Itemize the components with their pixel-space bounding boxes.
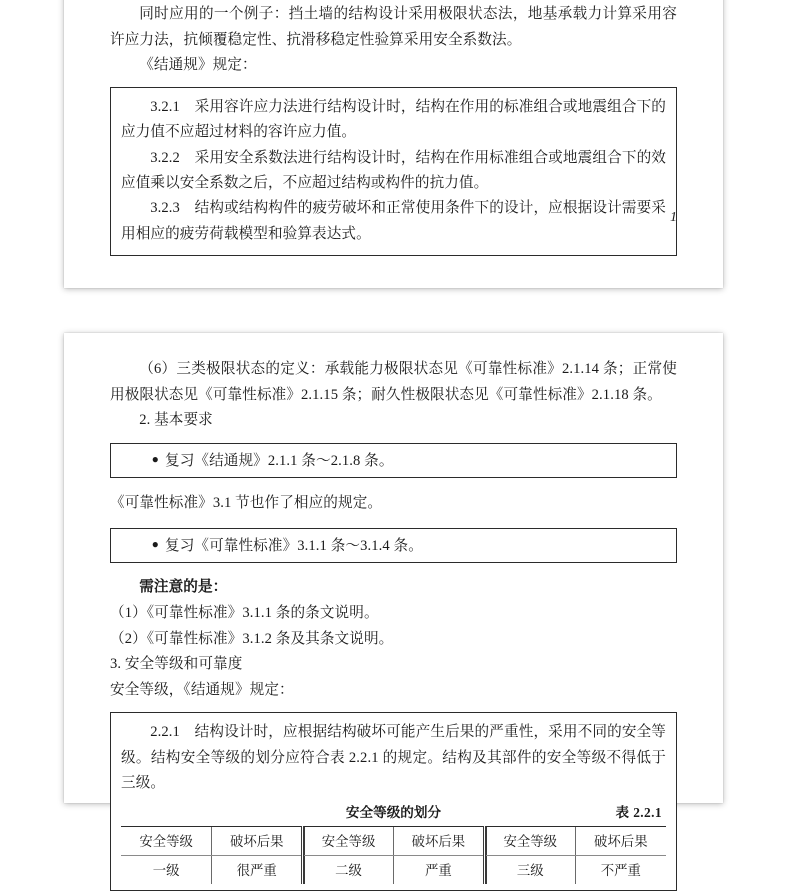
table-title: 安全等级的划分 (345, 804, 442, 820)
table-cell: 不严重 (575, 855, 666, 884)
clause-3-2-3: 3.2.3 结构或结构构件的疲劳破坏和正常使用条件下的设计，应根据设计需要采用相应的疲劳荷载模型和验算表达式。 (121, 200, 666, 242)
document-page-1 (64, 0, 723, 288)
table-cell: 三级 (484, 855, 575, 884)
reliability-standard-note: 《可靠性标准》3.1 节也作了相应的规定。 (110, 494, 383, 511)
table-number: 表 2.2.1 (615, 804, 662, 820)
bullet-item-1 (121, 447, 666, 473)
bullet-item-1-label: 复习《结通规》2.1.1 条～2.1.8 条。 (165, 452, 394, 469)
limit-state-definition-paragraph: （6）三类极限状态的定义：承载能力极限状态见《可靠性标准》2.1.14 条；正常使用极限状态见《可靠性标准》2.1.15 条；耐久性极限状态见《可靠性标准》2.1.18 条。 (110, 361, 677, 403)
note-item-2: （2）《可靠性标准》3.1.2 条及其条文说明。 (110, 630, 394, 647)
table-header-cell: 破坏后果 (212, 826, 303, 855)
table-cell: 严重 (393, 855, 484, 884)
clause-2-2-1: 2.2.1 结构设计时，应根据结构破坏可能产生后果的严重性，采用不同的安全等级。结构安全等级的划分应符合表 2.2.1 的规定。结构及其部件的安全等级不得低于三级。 (121, 724, 666, 792)
table-header-cell: 破坏后果 (393, 826, 484, 855)
framed-clause-box-321 (110, 87, 677, 256)
note-item-1: （1）《可靠性标准》3.1.1 条的条文说明。 (110, 604, 379, 621)
table-cell: 一级 (152, 862, 180, 878)
bullet-box-review-kekaoxing (110, 528, 677, 563)
clause-3-2-2: 3.2.2 采用安全系数法进行结构设计时，结构在作用标准组合或地震组合下的效应值乘以安全系数之后，不应超过结构或构件的抗力值。 (121, 149, 666, 191)
bullet-box-review-jietonggui (110, 443, 677, 478)
safety-grade-intro: 安全等级，《结通规》规定： (110, 681, 294, 698)
bullet-item-2-label: 复习《可靠性标准》3.1.1 条～3.1.4 条。 (165, 538, 423, 555)
table-header-cell: 安全等级 (303, 826, 394, 855)
document-page-2 (64, 333, 723, 878)
clause-3-2-1: 3.2.1 采用容许应力法进行结构设计时，结构在作用的标准组合或地震组合下的应力值不应超过材料的容许应力值。 (121, 98, 666, 141)
bullet-icon: ● (151, 451, 160, 466)
bullet-item-2 (121, 532, 666, 558)
table-caption-row (121, 797, 666, 826)
table-cell: 二级 (303, 855, 394, 884)
table-header-cell: 安全等级 (121, 826, 212, 855)
heading-please-note: 需注意的是： (139, 579, 228, 596)
table-cell: 很严重 (212, 855, 303, 884)
heading-basic-requirements: 2. 基本要求 (139, 412, 213, 429)
bullet-icon: ● (151, 537, 160, 552)
table-header-cell: 破坏后果 (575, 826, 666, 855)
page-1-paragraph-2: 《结通规》规定： (139, 57, 257, 74)
table-row (121, 855, 666, 884)
page-1-body (64, 0, 723, 288)
table-header-row (121, 826, 666, 855)
safety-grade-table (121, 826, 666, 884)
page-1-paragraph-1: 同时应用的一个例子：挡土墙的结构设计采用极限状态法，地基承载力计算采用容许应力法，抗倾覆稳定性、抗滑移稳定性验算采用安全系数法。 (110, 6, 677, 48)
page-number: 1 (670, 210, 677, 225)
heading-safety-grade: 3. 安全等级和可靠度 (110, 656, 243, 673)
table-header-cell: 安全等级 (484, 826, 575, 855)
framed-clause-box-221 (110, 712, 677, 890)
page-2-body (64, 333, 723, 878)
